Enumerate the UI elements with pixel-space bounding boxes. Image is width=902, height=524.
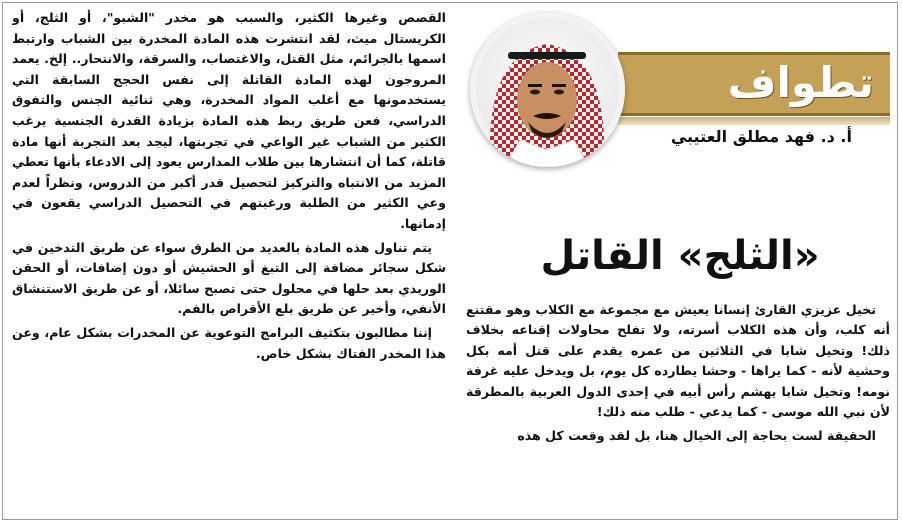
column-header xyxy=(462,8,892,218)
column-title-bar xyxy=(618,52,890,116)
author-photo xyxy=(470,12,625,167)
article-column-left xyxy=(12,8,446,518)
column-title: تطواف xyxy=(727,58,874,107)
left-paragraph-1: القصص وغيرها الكثير، والسبب هو مخدر "الشبو"، أو الثلج، أو الكريستال ميث، لقد انتشرت هذه المادة المخدرة بين الشباب وارتبط اسمها بالجرائم، مثل القتل، والاغتصاب، والسرقة، والانتحار.. إلخ. يعمد المروجون لهذه المادة القاتلة إلى نفس الحجج السابقة التي يستخدمونها مع أغلب المواد المخدرة، وهي ثنائية الجنس والتفوق الدراسي، فعن طريق ربط هذه المادة بزيادة القدرة الجنسية يرغب الكثير من الشباب غير الواعي في تجربتها، ليجد بعد التجربة أنها مادة قاتلة، كما أن انتشارها بين طلاب المدارس يعود إلى الادعاء بأنها تعطي المزيد من الانتباه والتركيز لتحصيل قدر أكبر من الدروس، ونظراً لعدم وعي الكثير من الطلبة ورغبتهم في التحصيل الدراسي يقعون في إدمانها. xyxy=(12,10,446,231)
left-paragraph-2: يتم تناول هذه المادة بالعديد من الطرق سواء عن طريق التدخين في شكل سجائر مضافة إلى التبغ أو الحشيش أو دون إضافات، أو الحقن الوريدي بعد حلها في محلول حتى تصبح سائلا، أو عن طريق الاستنشاق الأنفي، وأخير عن طريق بلع الأقراص بالفم. xyxy=(12,239,446,317)
article-headline: «الثلج» القاتل xyxy=(540,233,820,279)
right-paragraph-2: الحقيقة لست بحاجة إلى الخيال هنا، بل لقد وقعت كل هذه xyxy=(517,428,876,444)
author-portrait-icon xyxy=(470,12,625,167)
author-name: أ. د. فهد مطلق العتيبي xyxy=(670,127,852,146)
left-paragraph-3: إننا مطالبون بتكثيف البرامج التوعوية عن المخدرات بشكل عام، وعن هذا المخدر الفتاك بشكل خاص. xyxy=(12,324,446,361)
article-column-right xyxy=(466,300,890,516)
right-paragraph-1: تخيل عزيزي القارئ إنسانا يعيش مع مجموعة مع الكلاب وهو مقتنع أنه كلب، وأن هذه الكلاب أسرته، ولا تفلح محاولات إقناعه بخلاف ذلك! وتخيل شابا في الثلاثين من عمره يقدم على قتل أمه بكل وحشية لأنه - كما يراها - وحشا يطارده كل يوم، بل ويدخل عليه غرفة نومه! وتخيل شابا يهشم رأس أبيه في إحدى الدول العربية بالمطرقة لأن نبي الله موسى - كما يدعي - طلب منه ذلك! xyxy=(466,302,890,420)
